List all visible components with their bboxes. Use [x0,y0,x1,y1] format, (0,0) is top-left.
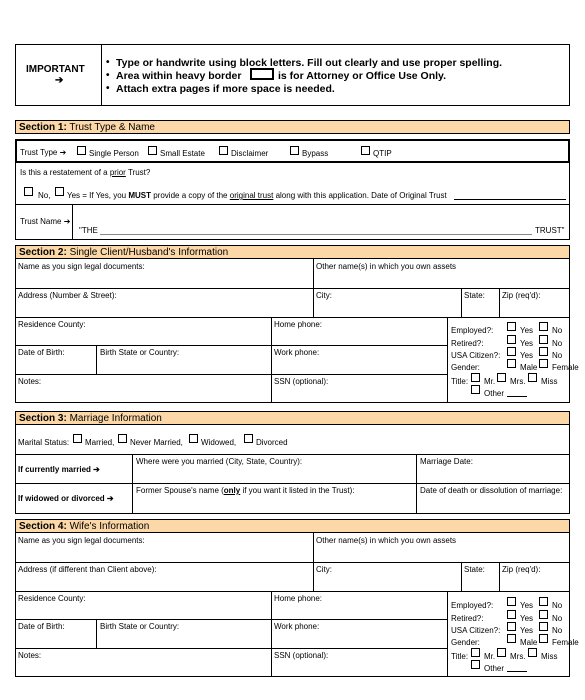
checkbox-disclaimer[interactable] [219,146,228,155]
s4-citizen: USA Citizen?: [451,626,501,635]
s4-title-mrs-checkbox[interactable] [497,648,506,657]
option-single-person: Single Person [89,149,139,158]
s4-title-miss-checkbox[interactable] [528,648,537,657]
s2-employed-yes-checkbox[interactable] [507,322,516,331]
s2-work-phone: Work phone: [274,348,320,357]
s2-address: Address (Number & Street): [18,291,117,300]
s4-citizen-no-checkbox[interactable] [539,622,548,631]
instruction-2b: is for Attorney or Office Use Only. [278,70,447,82]
if-married-label: If currently married ➔ [18,465,100,474]
s4-title-mr-checkbox[interactable] [471,648,480,657]
s2-gender-male-checkbox[interactable] [507,359,516,368]
s4-gender-male-checkbox[interactable] [507,634,516,643]
s2-citizen-yes-checkbox[interactable] [507,347,516,356]
s4-zip: Zip (req'd): [502,565,541,574]
s4-employed-yes-checkbox[interactable] [507,597,516,606]
section1-header: Section 1: Trust Type & Name [15,120,570,134]
s4-retired-no-checkbox[interactable] [539,610,548,619]
s2-title-mr-checkbox[interactable] [471,373,480,382]
trust-type-label: Trust Type ➔ [20,148,67,157]
checkbox-widowed[interactable] [189,434,198,443]
instruction-2: Area within heavy border [116,70,242,82]
checkbox-small-estate[interactable] [148,146,157,155]
s4-address: Address (if different than Client above): [18,565,157,574]
s4-gender-female-checkbox[interactable] [539,634,548,643]
s4-home-phone: Home phone: [274,594,323,603]
s2-dob: Date of Birth: [18,348,65,357]
s4-other-names: Other name(s) in which you own assets [316,536,457,545]
date-death-dissolution: Date of death or dissolution of marriage: [420,486,563,495]
checkbox-never-married[interactable] [118,434,127,443]
s2-gender: Gender: [451,363,480,372]
heavy-border-sample [250,68,274,80]
s4-name-legal: Name as you sign legal documents: [18,536,145,545]
s2-gender-female-checkbox[interactable] [539,359,548,368]
marriage-date: Marriage Date: [420,457,473,466]
checkbox-divorced[interactable] [244,434,253,443]
s4-title-other-checkbox[interactable] [471,660,480,669]
s2-title-miss-checkbox[interactable] [528,373,537,382]
s4-notes: Notes: [18,651,42,660]
checkbox-restatement-no[interactable] [24,187,33,196]
the-prefix: "THE [79,226,98,235]
s2-retired: Retired?: [451,339,484,348]
checkbox-bypass[interactable] [290,146,299,155]
s2-employed: Employed?: [451,326,494,335]
s2-ssn: SSN (optional): [274,377,329,386]
where-married: Where were you married (City, State, Country): [136,457,303,466]
s2-county: Residence County: [18,320,86,329]
s4-work-phone: Work phone: [274,622,320,631]
trust-name-input[interactable] [100,220,532,234]
restatement-yes-text: Yes = If Yes, you MUST provide a copy of the original trust along with this application. Date of Original Trust [67,191,447,200]
s4-retired: Retired?: [451,614,484,623]
s2-zip: Zip (req'd): [502,291,541,300]
s4-employed: Employed?: [451,601,494,610]
s4-gender: Gender: [451,638,480,647]
s2-retired-yes-checkbox[interactable] [507,335,516,344]
s2-state: State: [464,291,485,300]
s4-birth-state: Birth State or Country: [100,622,180,631]
s4-employed-no-checkbox[interactable] [539,597,548,606]
restatement-question: Is this a restatement of a prior Trust? [20,168,151,177]
s4-county: Residence County: [18,594,86,603]
s4-state: State: [464,565,485,574]
instruction-3: Attach extra pages if more space is needed. [116,83,335,95]
s4-city: City: [316,565,332,574]
s4-title: Title: [451,652,469,661]
trust-suffix: TRUST" [535,226,565,235]
checkbox-restatement-yes[interactable] [55,187,64,196]
s2-retired-no-checkbox[interactable] [539,335,548,344]
s4-retired-yes-checkbox[interactable] [507,610,516,619]
s2-employed-no-checkbox[interactable] [539,322,548,331]
s2-notes: Notes: [18,377,42,386]
s2-birth-state: Birth State or Country: [100,348,180,357]
s2-citizen-no-checkbox[interactable] [539,347,548,356]
option-bypass: Bypass [302,149,329,158]
checkbox-single-person[interactable] [77,146,86,155]
s4-citizen-yes-checkbox[interactable] [507,622,516,631]
instruction-1: Type or handwrite using block letters. Fill out clearly and use proper spelling. [116,57,503,69]
s4-ssn: SSN (optional): [274,651,329,660]
s2-title-other-checkbox[interactable] [471,385,480,394]
if-widowed-label: If widowed or divorced ➔ [18,494,114,503]
section4-header: Section 4: Wife's Information [15,519,570,533]
option-disclaimer: Disclaimer [231,149,269,158]
s2-name-legal: Name as you sign legal documents: [18,262,145,271]
trust-name-label: Trust Name ➔ [20,217,71,226]
s2-title: Title: [451,377,469,386]
restatement-no-label: No, [38,191,51,200]
s2-citizen: USA Citizen?: [451,351,501,360]
option-qtip: QTIP [373,149,392,158]
s2-home-phone: Home phone: [274,320,323,329]
marital-status-label: Marital Status: [18,438,70,447]
s2-city: City: [316,291,332,300]
important-label: IMPORTANT [26,64,85,75]
s2-title-mrs-checkbox[interactable] [497,373,506,382]
former-spouse: Former Spouse's name (only if you want it listed in the Trust): [136,486,355,495]
option-small-estate: Small Estate [160,149,205,158]
section3-header: Section 3: Marriage Information [15,411,570,425]
checkbox-married[interactable] [73,434,82,443]
checkbox-qtip[interactable] [361,146,370,155]
s4-dob: Date of Birth: [18,622,65,631]
section2-header: Section 2: Single Client/Husband's Information [15,245,570,259]
important-arrow-icon: ➔ [55,75,64,86]
s2-other-names: Other name(s) in which you own assets [316,262,457,271]
